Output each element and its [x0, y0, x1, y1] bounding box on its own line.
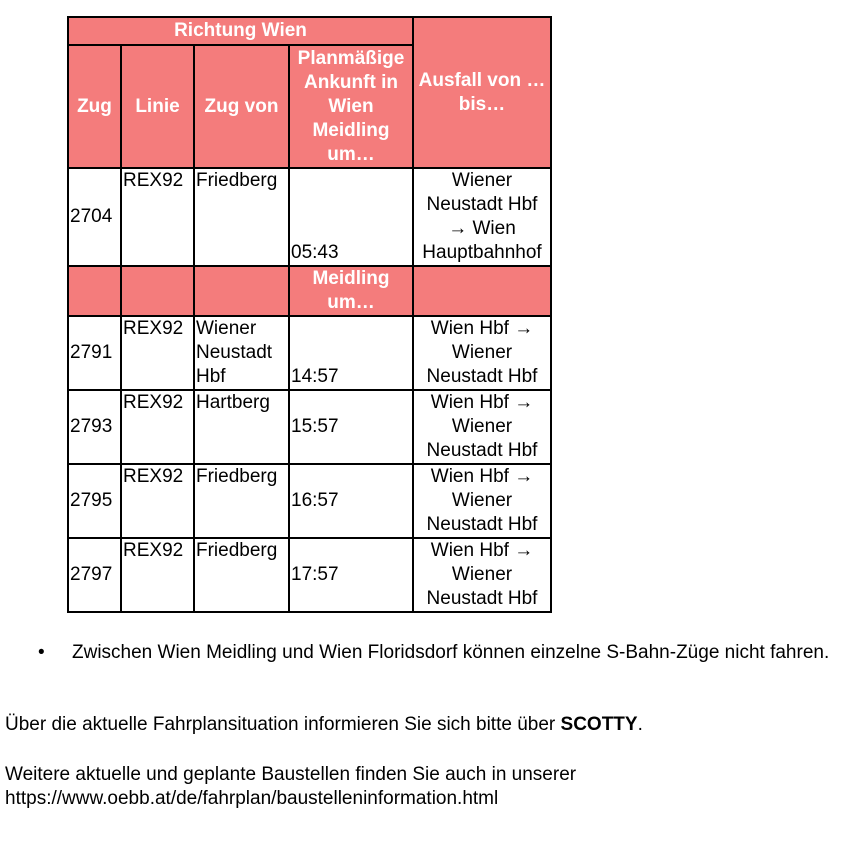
more-paragraph — [5, 763, 576, 811]
cell-von: Hartberg — [194, 390, 289, 464]
table-row — [68, 168, 551, 266]
cell-zeit: 05:43 — [289, 168, 413, 266]
cell-zeit: 16:57 — [289, 464, 413, 538]
table-row — [68, 390, 551, 464]
baustellen-link[interactable]: https://www.oebb.at/de/fahrplan/baustelleninformation.html — [5, 788, 499, 809]
cell-linie: REX92 — [121, 538, 194, 612]
header-zug-von: Zug von — [194, 45, 289, 168]
scotty-link[interactable]: SCOTTY — [560, 714, 638, 735]
header-zug: Zug — [68, 45, 121, 168]
cell-ausfall: Wien Hbf → Wiener Neustadt Hbf — [413, 316, 551, 390]
header-ankunft: Planmäßige Ankunft in Wien Meidling um… — [289, 45, 413, 168]
train-cancellation-table — [67, 16, 552, 613]
more-text: Weitere aktuelle und geplante Baustellen finden Sie auch in unserer — [5, 764, 577, 785]
cell-ausfall: Wien Hbf → Wiener Neustadt Hbf — [413, 538, 551, 612]
cell-linie: REX92 — [121, 168, 194, 266]
header-linie: Linie — [121, 45, 194, 168]
cell-ausfall: Wien Hbf → Wiener Neustadt Hbf — [413, 390, 551, 464]
group-header: Richtung Wien — [68, 17, 413, 45]
bullet-text: Zwischen Wien Meidling und Wien Floridsdorf können einzelne S-Bahn-Züge nicht fahren. — [72, 642, 830, 663]
subheader: Meidling um… — [289, 266, 413, 316]
cell-zeit: 15:57 — [289, 390, 413, 464]
cell-ausfall: Wiener Neustadt Hbf → Wien Hauptbahnhof — [413, 168, 551, 266]
cell-linie: REX92 — [121, 464, 194, 538]
subheader-row — [68, 266, 551, 316]
cell-zeit: 17:57 — [289, 538, 413, 612]
info-text: Über die aktuelle Fahrplansituation informieren Sie sich bitte über — [5, 714, 561, 735]
cell-linie: REX92 — [121, 390, 194, 464]
header-ausfall: Ausfall von … bis… — [413, 17, 551, 168]
cell-zug: 2791 — [68, 316, 121, 390]
cell-linie: REX92 — [121, 316, 194, 390]
table-row — [68, 316, 551, 390]
info-paragraph — [5, 713, 643, 737]
bullet-item — [38, 641, 848, 665]
table-row — [68, 464, 551, 538]
cell-zeit: 14:57 — [289, 316, 413, 390]
cell-von: Friedberg — [194, 464, 289, 538]
info-end: . — [637, 714, 643, 735]
cell-ausfall: Wien Hbf → Wiener Neustadt Hbf — [413, 464, 551, 538]
cell-zug: 2793 — [68, 390, 121, 464]
cell-zug: 2797 — [68, 538, 121, 612]
cell-von: Friedberg — [194, 538, 289, 612]
cell-von: Wiener Neustadt Hbf — [194, 316, 289, 390]
cell-von: Friedberg — [194, 168, 289, 266]
table-row — [68, 538, 551, 612]
cell-zug: 2795 — [68, 464, 121, 538]
cell-zug: 2704 — [68, 168, 121, 266]
bullet-icon: • — [38, 642, 45, 663]
